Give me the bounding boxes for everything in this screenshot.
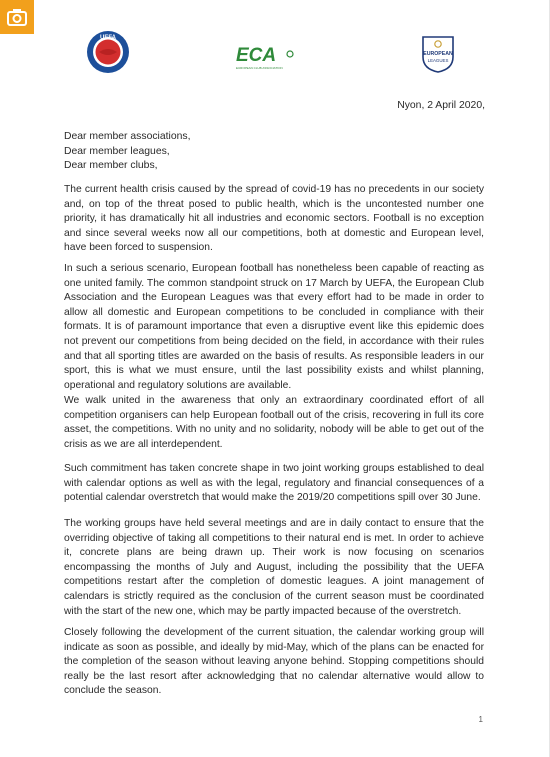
- uefa-logo: [86, 30, 130, 74]
- el-logo-line2: LEAGUES: [427, 58, 449, 63]
- body-paragraph: We walk united in the awareness that only an extraordinary coordinated effort of all competition organisers can help European football out of the crisis, recovering in full its core asset, the competitions. With no unity and no solidarity, nobody will be able to get out of the crisis as we are all interdependent.: [64, 395, 484, 450]
- salutation-line: Dear member clubs,: [64, 160, 158, 172]
- body-paragraph: Closely following the development of the current situation, the calendar working group will indicate as soon as possible, and ideally by mid-May, which of the plans can be enacted for the completion of the season without leaving anyone behind. Stopping competitions should really be the last resort after acknowledging that no calendar alternative would allow to conclude the season.: [64, 627, 484, 697]
- el-logo-line1: EUROPEAN: [423, 51, 453, 57]
- salutation-block: [64, 130, 190, 174]
- salutation-line: Dear member leagues,: [64, 145, 170, 157]
- uefa-ring-text: UEFA: [99, 35, 117, 41]
- eca-logo: [232, 42, 296, 72]
- body-paragraph: Such commitment has taken concrete shape in two joint working groups established to deal with calendar options as well as with the legal, regulatory and financial consequences of a potential calendar overstretch that would make the 2019/20 competitions spill over 30 June.: [64, 463, 484, 504]
- camera-icon: [7, 8, 27, 26]
- body-paragraph: In such a serious scenario, European football has nonetheless been capable of reacting as one united family. The common standpoint struck on 17 March by UEFA, the European Club Association and the European Leagues was that every effort had to be made in order to allow all domestic and European competitions to be concluded in compliance with their formats. It is of paramount importance that even a disruptive event like this epidemic does not prevent our competitions from being decided on the field, in accordance with their rules and that all sporting titles are awarded on the basis of results. As responsible leaders in our sport, this is what we must ensure, until the last possibility exists and whilst planning, operational and regulatory solutions are available.: [64, 263, 484, 391]
- page-number: 1: [478, 715, 483, 724]
- letter-date: Nyon, 2 April 2020,: [397, 100, 485, 111]
- eca-logo-text: ECA: [236, 45, 277, 66]
- european-leagues-logo: [420, 34, 456, 74]
- body-paragraph: The working groups have held several meetings and are in daily contact to ensure that the overriding objective of taking all competitions to their natural end is met. In order to achieve it, concrete plans are being drawn up. Their work is now focusing on scenarios encompassing the months of July and August, including the possibility that the UEFA competitions restart after the completion of domestic leagues. A joint management of calendars is strictly required as the conclusion of the current season must be coordinated with the start of the new one, which may be partly impacted because of the overstretch.: [64, 518, 484, 617]
- body-paragraph: The current health crisis caused by the spread of covid-19 has no precedents in our society and, on top of the threat posed to public health, which is the uncontested number one priority, it has dramatically hit all industries and economic sectors. Football is no exception and since several weeks now all our competitions, both at domestic and European level, have been forced to suspension.: [64, 184, 484, 254]
- eca-logo-subtext: EUROPEAN CLUB ASSOCIATION: [236, 66, 283, 70]
- salutation-line: Dear member associations,: [64, 131, 191, 142]
- camera-badge[interactable]: [0, 0, 34, 34]
